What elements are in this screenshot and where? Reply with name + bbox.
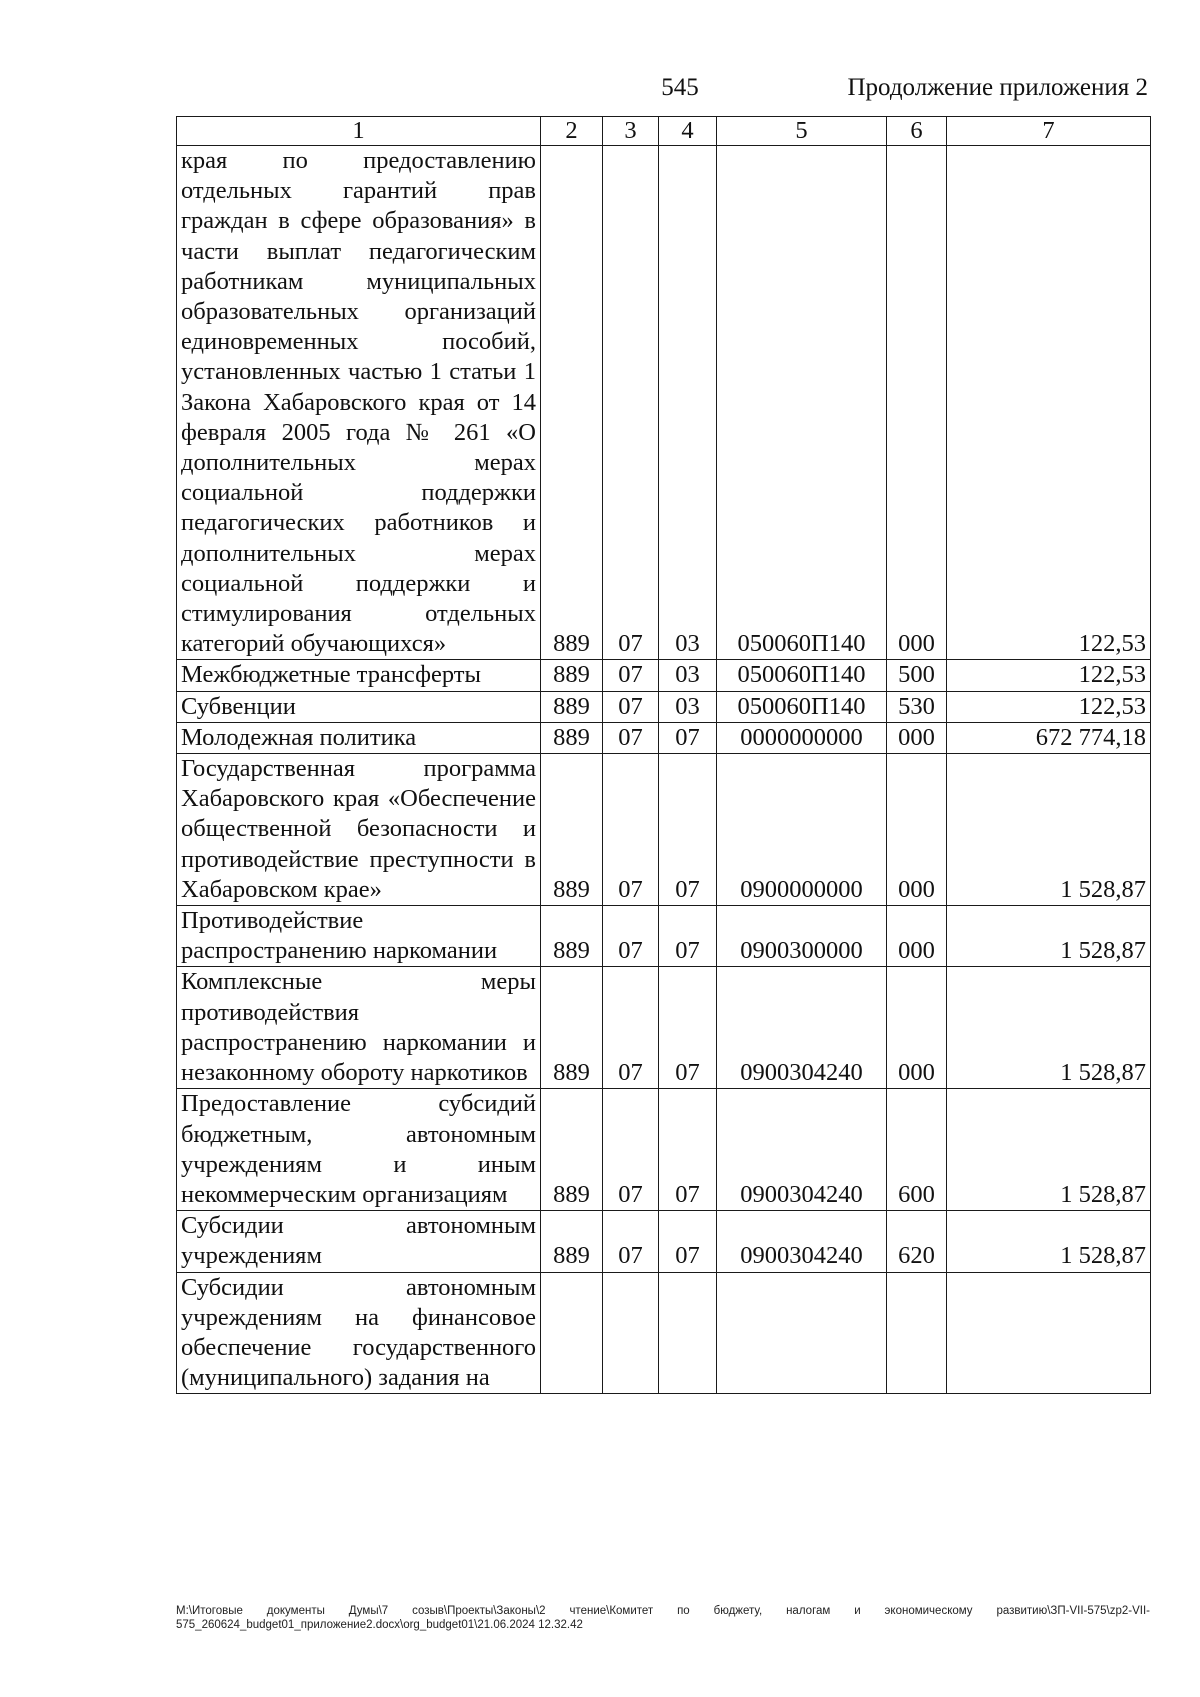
row-name: Государственная программа Хабаровского края «Обеспечение общественной безопасности и противодействие преступности в Хабаровском крае» [177, 754, 541, 906]
cell-target-article: 0900300000 [717, 906, 887, 967]
column-header: 2 [541, 117, 603, 146]
column-header: 6 [887, 117, 947, 146]
cell-section: 07 [603, 1211, 659, 1272]
cell-target-article: 050060П140 [717, 691, 887, 722]
cell-amount: 122,53 [947, 146, 1151, 660]
page-number: 545 [661, 74, 699, 101]
row-name: Субсидии автономным учреждениям [177, 1211, 541, 1272]
cell-subsection: 03 [659, 146, 717, 660]
cell-amount: 1 528,87 [947, 967, 1151, 1089]
column-header: 4 [659, 117, 717, 146]
cell-ministry: 889 [541, 754, 603, 906]
cell-subsection: 07 [659, 722, 717, 753]
cell-expense-type [887, 1272, 947, 1394]
budget-table [176, 116, 1151, 1394]
cell-amount: 1 528,87 [947, 1089, 1151, 1211]
cell-amount: 122,53 [947, 691, 1151, 722]
cell-subsection: 07 [659, 967, 717, 1089]
cell-target-article [717, 1272, 887, 1394]
cell-expense-type: 000 [887, 967, 947, 1089]
cell-section: 07 [603, 1089, 659, 1211]
cell-expense-type: 000 [887, 146, 947, 660]
cell-expense-type: 000 [887, 754, 947, 906]
column-header: 7 [947, 117, 1151, 146]
cell-expense-type: 530 [887, 691, 947, 722]
row-name: Противодействие распространению наркомании [177, 906, 541, 967]
column-header: 3 [603, 117, 659, 146]
cell-subsection [659, 1272, 717, 1394]
cell-subsection: 07 [659, 754, 717, 906]
cell-section: 07 [603, 722, 659, 753]
cell-section: 07 [603, 754, 659, 906]
cell-expense-type: 000 [887, 906, 947, 967]
table-row [177, 754, 1151, 906]
cell-subsection: 07 [659, 906, 717, 967]
row-name: Субвенции [177, 691, 541, 722]
table-row [177, 146, 1151, 660]
cell-ministry [541, 1272, 603, 1394]
table-row [177, 967, 1151, 1089]
row-name: Межбюджетные трансферты [177, 660, 541, 691]
cell-ministry: 889 [541, 906, 603, 967]
cell-target-article: 050060П140 [717, 660, 887, 691]
row-name: Предоставление субсидий бюджетным, автономным учреждениям и иным некоммерческим организациям [177, 1089, 541, 1211]
cell-target-article: 0900304240 [717, 967, 887, 1089]
continuation-title: Продолжение приложения 2 [847, 74, 1148, 101]
cell-subsection: 03 [659, 660, 717, 691]
cell-ministry: 889 [541, 1211, 603, 1272]
cell-target-article: 050060П140 [717, 146, 887, 660]
table-row [177, 1089, 1151, 1211]
cell-section: 07 [603, 691, 659, 722]
cell-expense-type: 620 [887, 1211, 947, 1272]
cell-target-article: 0900304240 [717, 1211, 887, 1272]
cell-section: 07 [603, 906, 659, 967]
cell-amount: 1 528,87 [947, 754, 1151, 906]
table-row [177, 660, 1151, 691]
cell-amount: 1 528,87 [947, 906, 1151, 967]
cell-subsection: 07 [659, 1089, 717, 1211]
cell-subsection: 03 [659, 691, 717, 722]
cell-ministry: 889 [541, 146, 603, 660]
cell-ministry: 889 [541, 691, 603, 722]
table-row [177, 691, 1151, 722]
cell-section: 07 [603, 146, 659, 660]
column-header: 5 [717, 117, 887, 146]
column-number-row [177, 117, 1151, 146]
table-row [177, 1211, 1151, 1272]
cell-ministry: 889 [541, 660, 603, 691]
row-name: Молодежная политика [177, 722, 541, 753]
row-name: Комплексные меры противодействия распространению наркомании и незаконному обороту наркотиков [177, 967, 541, 1089]
file-path-footer: М:\Итоговые документы Думы\7 созыв\Проекты\Законы\2 чтение\Комитет по бюджету, налогам и экономическому развитию\ЗП-VII-575\zp2-VII-575_260624_budget01_приложение2.docx\org_budget01\21.06.2024 12.32.42 [176, 1605, 1150, 1631]
table-row [177, 906, 1151, 967]
table-row [177, 1272, 1151, 1394]
cell-section [603, 1272, 659, 1394]
cell-expense-type: 000 [887, 722, 947, 753]
cell-ministry: 889 [541, 967, 603, 1089]
column-header: 1 [177, 117, 541, 146]
cell-ministry: 889 [541, 722, 603, 753]
cell-subsection: 07 [659, 1211, 717, 1272]
row-name: Субсидии автономным учреждениям на финансовое обеспечение государственного (муниципального) задания на [177, 1272, 541, 1394]
cell-ministry: 889 [541, 1089, 603, 1211]
cell-target-article: 0900304240 [717, 1089, 887, 1211]
table-row [177, 722, 1151, 753]
cell-target-article: 0000000000 [717, 722, 887, 753]
cell-expense-type: 500 [887, 660, 947, 691]
cell-section: 07 [603, 967, 659, 1089]
cell-target-article: 0900000000 [717, 754, 887, 906]
cell-expense-type: 600 [887, 1089, 947, 1211]
row-name: края по предоставлению отдельных гарантий прав граждан в сфере образования» в части выплат педагогическим работникам муниципальных образовательных организаций единовременных пособий, установленных частью 1 статьи 1 Закона Хабаровского края от 14 февраля 2005 года № 261 «О дополнительных мерах социальной поддержки педагогических работников и дополнительных мерах социальной поддержки и стимулирования отдельных категорий обучающихся» [177, 146, 541, 660]
cell-amount: 672 774,18 [947, 722, 1151, 753]
cell-section: 07 [603, 660, 659, 691]
cell-amount: 122,53 [947, 660, 1151, 691]
cell-amount: 1 528,87 [947, 1211, 1151, 1272]
cell-amount [947, 1272, 1151, 1394]
